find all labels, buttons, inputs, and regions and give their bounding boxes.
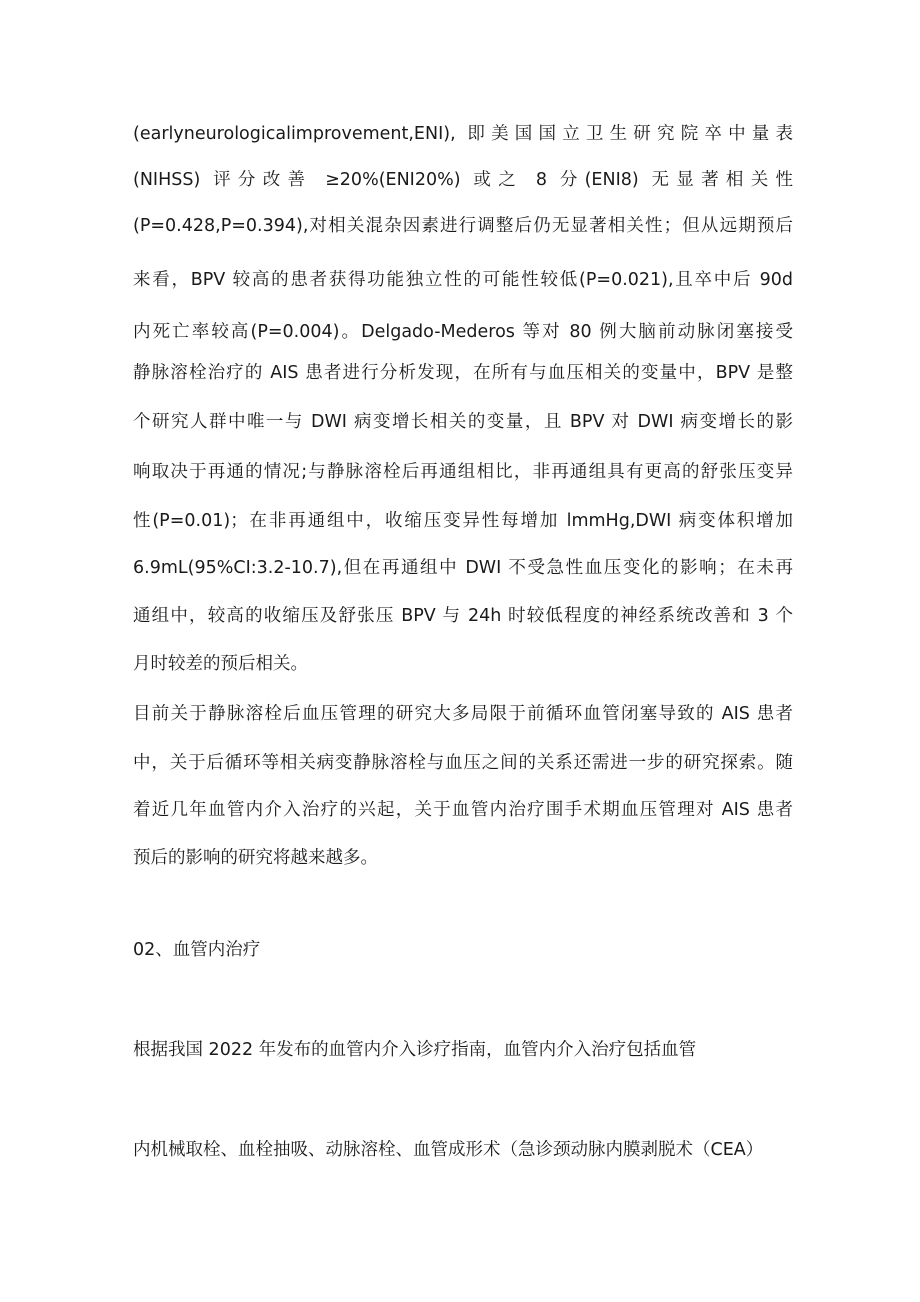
- paragraph-1-line-6: 静脉溶栓治疗的 AIS 患者进行分析发现，在所有与血压相关的变量中，BPV 是整: [133, 363, 793, 383]
- paragraph-1-line-12: 月时较差的预后相关。: [133, 654, 308, 674]
- paragraph-2-line-1: 目前关于静脉溶栓后血压管理的研究大多局限于前循环血管闭塞导致的 AIS 患者: [133, 704, 793, 724]
- paragraph-1-line-8: 响取决于再通的情况;与静脉溶栓后再通组相比，非再通组具有更高的舒张压变异: [133, 462, 793, 482]
- paragraph-1-line-5: 内死亡率较高(P=0.004)。Delgado-Mederos 等对 80 例大脑前动脉闭塞接受: [133, 322, 793, 342]
- paragraph-1-line-11: 通组中，较高的收缩压及舒张压 BPV 与 24h 时较低程度的神经系统改善和 3 个: [133, 606, 793, 626]
- paragraph-2-line-2: 中，关于后循环等相关病变静脉溶栓与血压之间的关系还需进一步的研究探索。随: [133, 753, 793, 773]
- paragraph-1-line-3: (P=0.428,P=0.394),对相关混杂因素进行调整后仍无显著相关性；但从远期预后: [133, 216, 793, 236]
- paragraph-1-line-4: 来看，BPV 较高的患者获得功能独立性的可能性较低(P=0.021),且卒中后 90d: [133, 270, 793, 290]
- paragraph-1-line-7: 个研究人群中唯一与 DWI 病变增长相关的变量，且 BPV 对 DWI 病变增长的影: [133, 412, 793, 432]
- paragraph-1-line-9: 性(P=0.01)；在非再通组中，收缩压变异性每增加 lmmHg,DWI 病变体积增加: [133, 511, 793, 531]
- section-heading: 02、血管内治疗: [133, 940, 261, 960]
- paragraph-1-line-10: 6.9mL(95%CI:3.2-10.7),但在再通组中 DWI 不受急性血压变化的影响；在未再: [133, 558, 793, 578]
- paragraph-2-line-4: 预后的影响的研究将越来越多。: [133, 848, 378, 868]
- paragraph-2-line-3: 着近几年血管内介入治疗的兴起，关于血管内治疗围手术期血压管理对 AIS 患者: [133, 800, 793, 820]
- paragraph-1-line-1: (earlyneurologicalimprovement,ENI), 即美国国立卫生研究院卒中量表: [133, 124, 793, 144]
- paragraph-4: 内机械取栓、血栓抽吸、动脉溶栓、血管成形术（急诊颈动脉内膜剥脱术（CEA）: [133, 1140, 764, 1160]
- paragraph-1-line-2: (NIHSS) 评分改善 ≥20%(ENI20%) 或之 8 分(ENI8) 无显著相关性: [133, 170, 793, 190]
- paragraph-3: 根据我国 2022 年发布的血管内介入诊疗指南，血管内介入治疗包括血管: [133, 1040, 697, 1060]
